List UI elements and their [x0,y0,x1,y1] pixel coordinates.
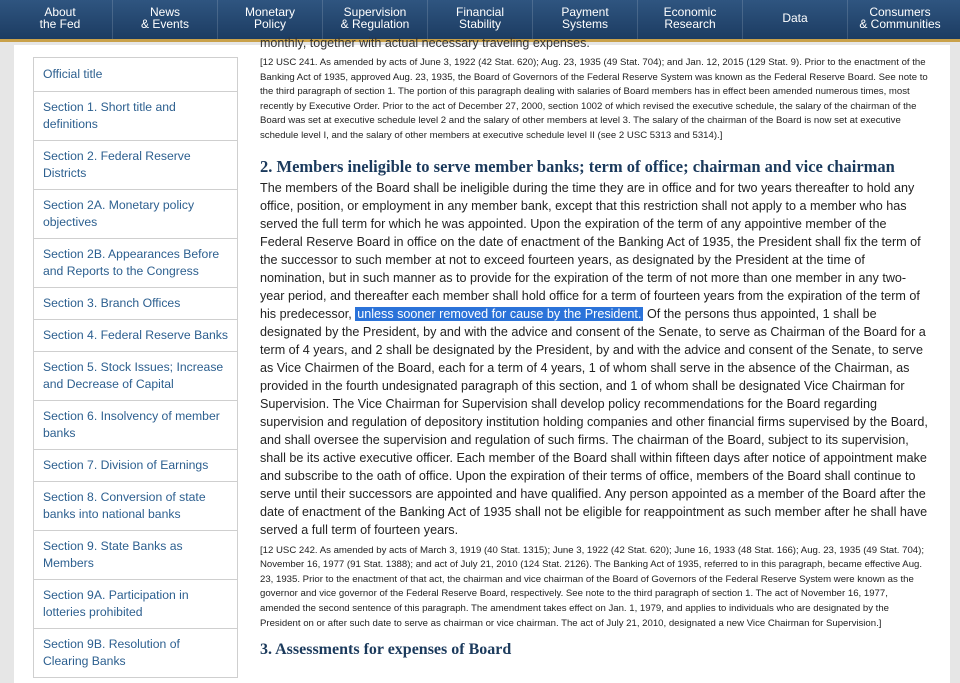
sidebar-item-section-2a[interactable]: Section 2A. Monetary policy objectives [33,189,238,238]
nav-consumers-communities[interactable]: Consumers & Communities [859,4,941,31]
nav-about-the-fed[interactable]: About the Fed [8,0,113,39]
section-heading: 2. Members ineligible to serve member banks; term of office; chairman and vice chairman [260,156,895,176]
nav-financial-stability[interactable]: Financial Stability [428,0,533,39]
paragraph-text-before: The members of the Board shall be ineligible during the time they are in office and for two years thereafter to hold any office, position, or employment in any member bank, except that this restriction shall not apply to a member who has served the full term for which he was appointed. Upon the expiration of the term of any appointive member of the Federal Reserve Board in office on the date of enactment of the Banking Act of 1935, the President shall fix the term of the successor to such member at not to exceed fourteen years, as designated by the President at the time of nomination, but in such manner as to provide for the expiration of the term of not more than one member in any two-year period, and thereafter each member shall hold office for a term of fourteen years from the expiration of the term of his predecessor, [260,180,921,321]
sidebar-item-section-9a[interactable]: Section 9A. Participation in lotteries prohibited [33,579,238,628]
sidebar-item-section-4[interactable]: Section 4. Federal Reserve Banks [33,319,238,351]
paragraph-text-after: Of the persons thus appointed, 1 shall be designated by the President, by and with the advice and consent of the Senate, to serve as Chairman of the Board for a term of 4 years, and 2 shall be designated by the President, by and with the advice and consent of the Senate, to serve as Vice Chairmen of the Board, each for a term of 4 years, 1 of whom shall serve in the absence of the Chairman, as provided in the fourth undesignated paragraph of this section, and 1 of whom shall be designated Vice Chairman for Supervision. The Vice Chairman for Supervision shall develop policy recommendations for the Board regarding supervision and regulation of depository institution holding companies and other financial firms supervised by the Board, and shall oversee the supervision and regulation of such firms. The chairman of the Board, subject to its supervision, shall be its active executive officer. Each member of the Board shall within fifteen days after notice of appointment make and subscribe to the oath of office. Upon the expiration of their terms of office, members of the Board shall continue to serve until their successors are appointed and have qualified. Any person appointed as a member of the Board after the date of enactment of the Banking Act of 1935 shall not be eligible for reappointment as such member after he shall have served a full term of fourteen years. [260,306,928,537]
sidebar-item-section-1[interactable]: Section 1. Short title and definitions [33,91,238,140]
sidebar-item-section-6[interactable]: Section 6. Insolvency of member banks [33,400,238,449]
sidebar-item-official-title[interactable]: Official title [33,57,238,91]
sidebar-item-section-5[interactable]: Section 5. Stock Issues; Increase and Decrease of Capital [33,351,238,400]
nav-news-events[interactable]: News & Events [113,0,218,39]
content-frame [14,36,950,683]
nav-monetary-policy[interactable]: Monetary Policy [218,0,323,39]
section-paragraph [260,179,930,539]
selected-text[interactable]: unless sooner removed for cause by the President. [357,306,642,321]
nav-data[interactable]: Data [743,0,848,39]
section-sidebar [33,57,238,678]
statute-note: [12 USC 241. As amended by acts of June 3, 1922 (42 Stat. 620); Aug. 23, 1935 (49 Stat. 704); and Jan. 12, 2015 (129 Stat. 9). Prior to the enactment of the Banking Act of 1935, approved Aug. 23, 1935, the Board of Governors of the Federal Reserve System was known as the Federal Reserve Board. See note to the third paragraph of section 1. The portion of this paragraph dealing with salaries of Board members has in effect been amended numerous times, most recently by Executive Order. Prior to the act of December 27, 2000, section 1002 of which revised the executive schedule, the salary of the chairman of the Board was set at executive schedule level 2 and the salary of other members at level 3. The salary of the chairman of the Board is now set at executive schedule level I, and the salary of other members at executive schedule level II (see 2 USC 5313 and 5314).] [260,57,928,141]
statute-note: [12 USC 242. As amended by acts of March 3, 1919 (40 Stat. 1315); June 3, 1922 (42 Stat. 620); June 16, 1933 (48 Stat. 166); Aug. 23, 1935 (49 Stat. 704); November 16, 1977 (91 Stat. 1388); and act of July 21, 2010 (124 Stat. 2126). The Banking Act of 1935, referred to in this paragraph, became effective Aug. 23, 1935. Prior to the enactment of that act, the chairman and vice chairman of the Board of Governors of the Federal Reserve System were known as the governor and vice governor of the Federal Reserve Board, respectively. See note to the third paragraph of section 1. The act of November 16, 1977, amended the second sentence of this paragraph. The amendment takes effect on Jan. 1, 1979, and applies to individuals who are designated by the President on or after such date to serve as chairman or vice chairman. The act of July 21, 2010, designated a new Vice Chairman for Supervision.] [260,544,924,629]
sidebar-item-section-7[interactable]: Section 7. Division of Earnings [33,449,238,481]
clipped-text-line: monthly, together with actual necessary traveling expenses. [260,36,590,50]
nav-payment-systems[interactable]: Payment Systems [533,0,638,39]
sidebar-item-section-9b[interactable]: Section 9B. Resolution of Clearing Banks [33,628,238,678]
sidebar-item-section-9[interactable]: Section 9. State Banks as Members [33,530,238,579]
sidebar-item-section-8[interactable]: Section 8. Conversion of state banks into national banks [33,481,238,530]
nav-economic-research[interactable]: Economic Research [638,0,743,39]
nav-supervision-regulation[interactable]: Supervision & Regulation [323,0,428,39]
next-section-heading: 3. Assessments for expenses of Board [260,641,512,659]
main-content [260,36,930,659]
sidebar-item-section-2[interactable]: Section 2. Federal Reserve Districts [33,140,238,189]
sidebar-item-section-3[interactable]: Section 3. Branch Offices [33,287,238,319]
sidebar-item-section-2b[interactable]: Section 2B. Appearances Before and Reports to the Congress [33,238,238,287]
